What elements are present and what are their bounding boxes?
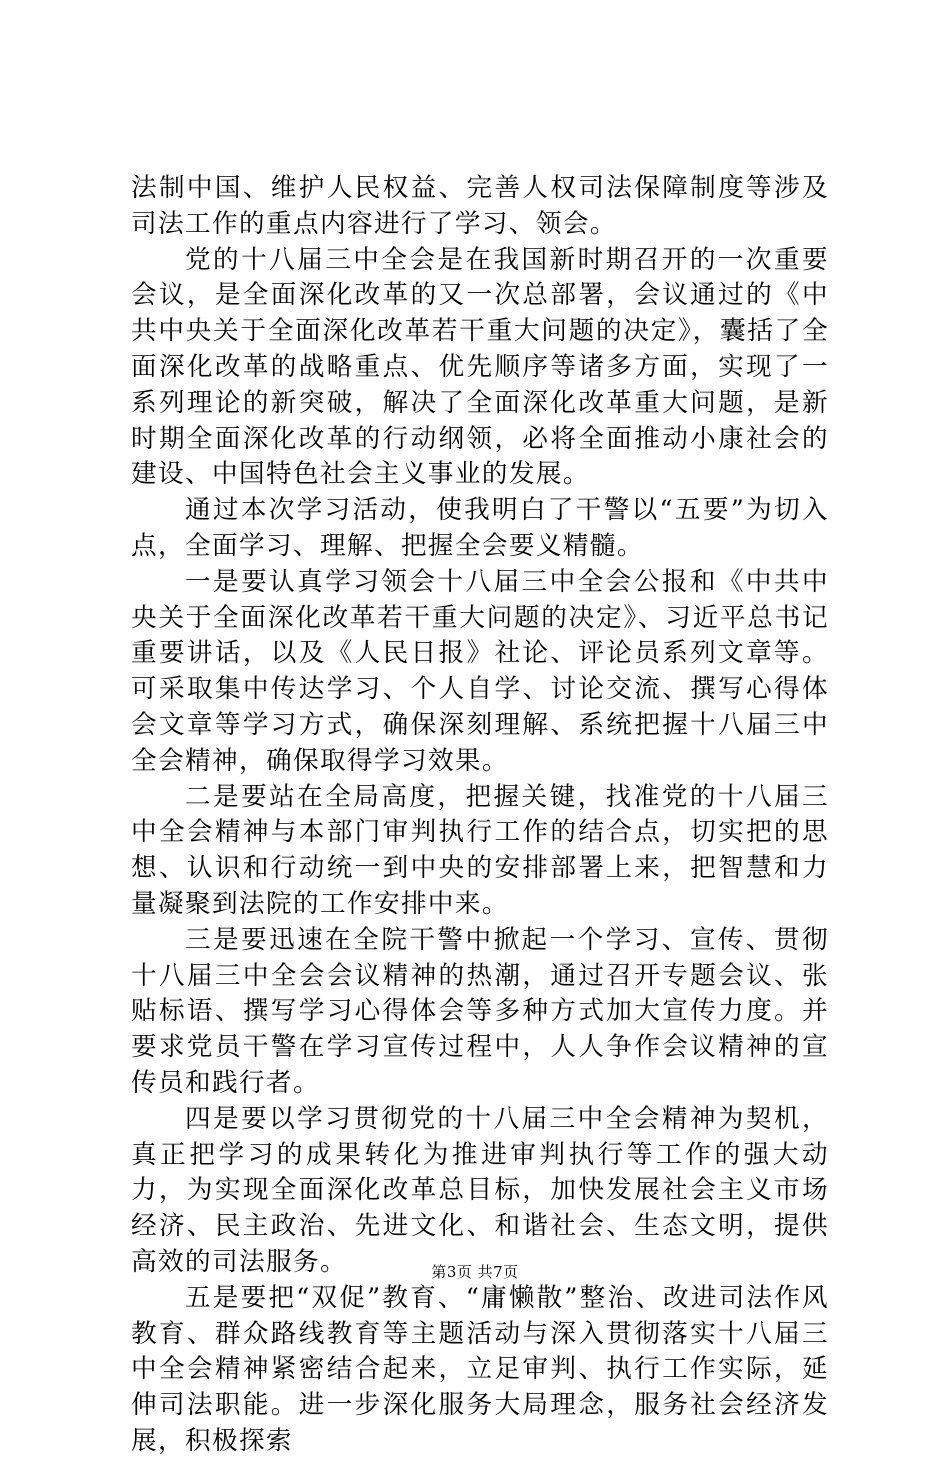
- paragraph: 党的十八届三中全会是在我国新时期召开的一次重要会议，是全面深化改革的又一次总部署，会议通过的《中共中央关于全面深化改革若干重大问题的决定》，囊括了全面深化改革的战略重点、优先顺序等诸多方面，实现了一系列理论的新突破，解决了全面深化改革重大问题，是新时期全面深化改革的行动纲领，必将全面推动小康社会的建设、中国特色社会主义事业的发展。: [131, 244, 829, 490]
- paragraph: 三是要迅速在全院干警中掀起一个学习、宣传、贯彻十八届三中全会会议精神的热潮，通过召开专题会议、张贴标语、撰写学习心得体会等多种方式加大宣传力度。并要求党员干警在学习宣传过程中，人人争作会议精神的宣传员和践行者。: [131, 924, 829, 1098]
- paragraph: 五是要把“双促”教育、“庸懒散”整治、改进司法作风教育、群众路线教育等主题活动与深入贯彻落实十八届三中全会精神紧密结合起来，立足审判、执行工作实际，延伸司法职能。进一步深化服务大局理念，服务社会经济发展，积极探索: [131, 1282, 829, 1456]
- paragraph: 一是要认真学习领会十八届三中全会公报和《中共中央关于全面深化改革若干重大问题的决定》、习近平总书记重要讲话，以及《人民日报》社论、评论员系列文章等。可采取集中传达学习、个人自学、讨论交流、撰写心得体会文章等学习方式，确保深刻理解、系统把握十八届三中全会精神，确保取得学习效果。: [131, 566, 829, 776]
- paragraph: 法制中国、维护人民权益、完善人权司法保障制度等涉及司法工作的重点内容进行了学习、领会。: [131, 173, 829, 239]
- paragraph: 通过本次学习活动，使我明白了干警以“五要”为切入点，全面学习、理解、把握全会要义精髓。: [131, 495, 829, 561]
- paragraph: 四是要以学习贯彻党的十八届三中全会精神为契机，真正把学习的成果转化为推进审判执行等工作的强大动力，为实现全面深化改革总目标，加快发展社会主义市场经济、民主政治、先进文化、和谐社会、生态文明，提供高效的司法服务。: [131, 1103, 829, 1277]
- paragraph: 二是要站在全局高度，把握关键，找准党的十八届三中全会精神与本部门审判执行工作的结合点，切实把的思想、认识和行动统一到中央的安排部署上来，把智慧和力量凝聚到法院的工作安排中来。: [131, 781, 829, 919]
- page-number-footer: 第3页 共7页: [431, 1263, 519, 1281]
